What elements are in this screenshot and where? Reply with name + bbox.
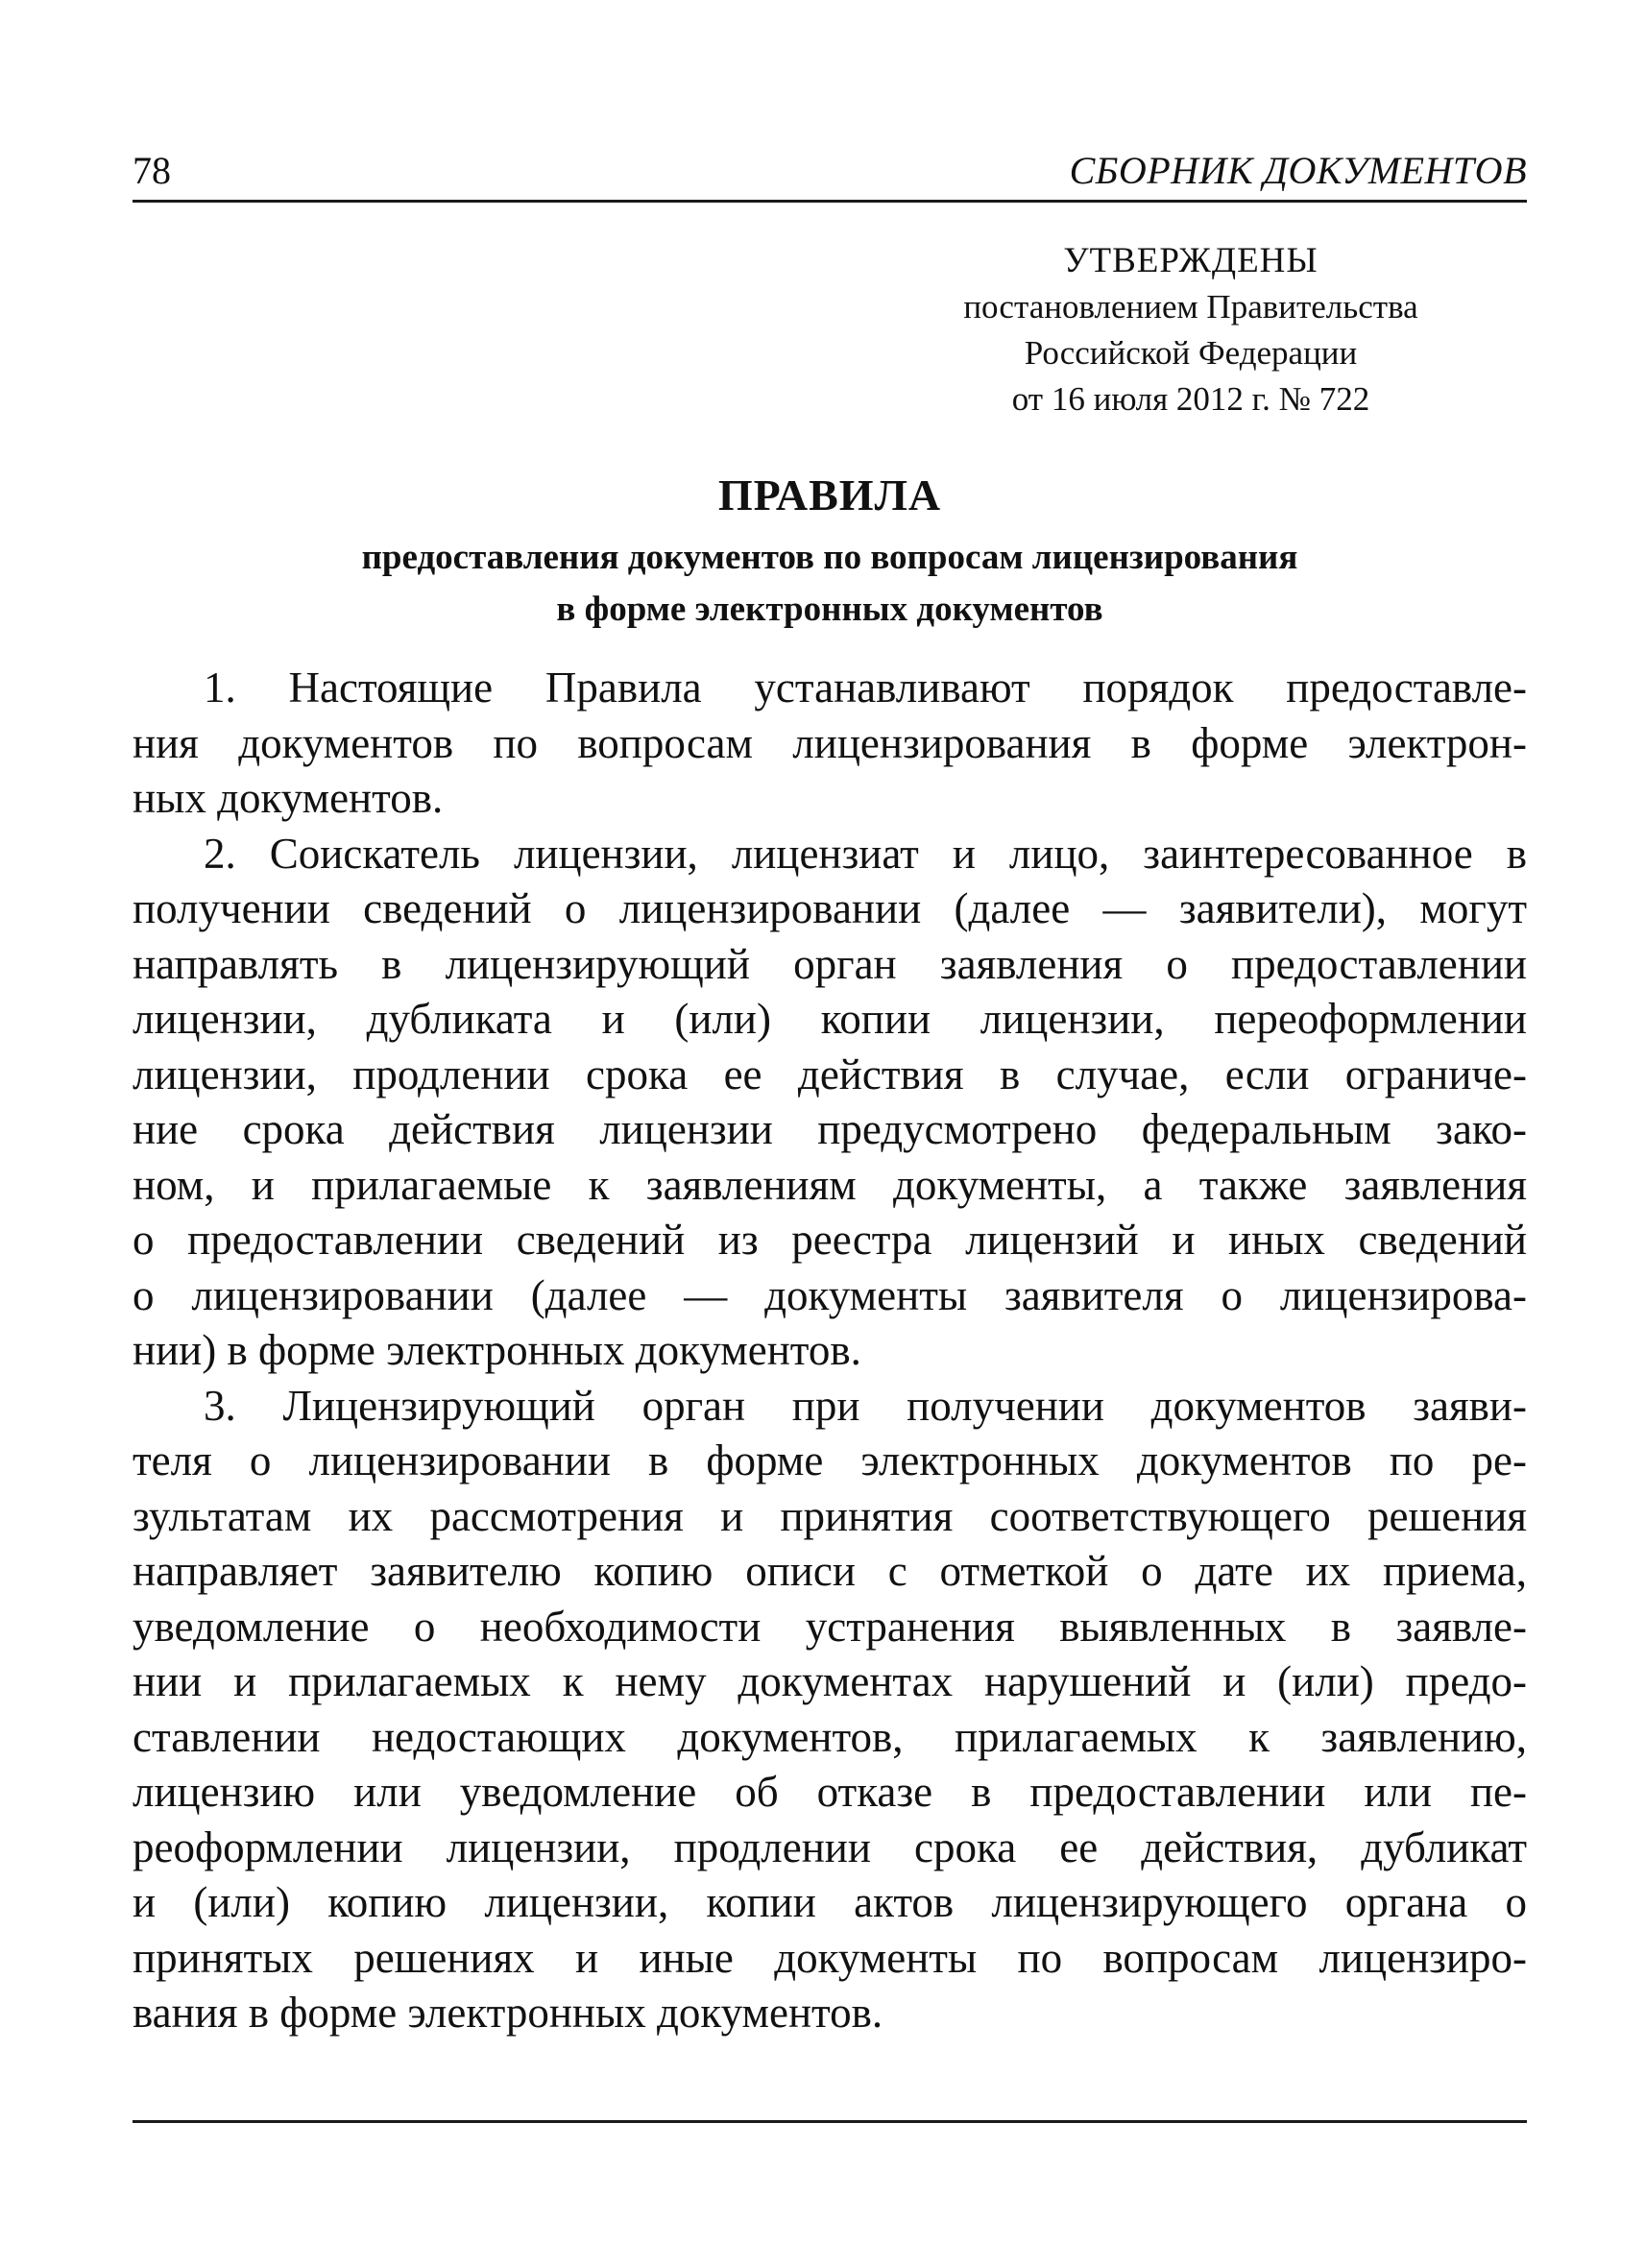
approval-line-1: постановлением Правительства bbox=[963, 288, 1418, 326]
title-main: ПРАВИЛА bbox=[717, 470, 942, 519]
paragraph-2 bbox=[133, 827, 1527, 1379]
paragraph-line: ставлении недостающих документов, прилагаемых к заявлению, bbox=[133, 1712, 1527, 1761]
paragraph-line: 2. Соискатель лицензии, лицензиат и лицо, заинтересованное в bbox=[204, 829, 1527, 878]
paragraph-line: зультатам их рассмотрения и принятия соответствующего решения bbox=[133, 1491, 1527, 1540]
paragraph-1 bbox=[133, 661, 1527, 827]
title-sub-line-2: в форме электронных документов bbox=[556, 590, 1103, 629]
title-sub-line-1: предоставления документов по вопросам лицензирования bbox=[361, 538, 1298, 577]
paragraph-3 bbox=[133, 1379, 1527, 2041]
paragraph-line: 3. Лицензирующий орган при получении документов заяви- bbox=[204, 1381, 1527, 1430]
paragraph-line: уведомление о необходимости устранения выявленных в заявле- bbox=[133, 1602, 1527, 1651]
paragraph-line: лицензии, продлении срока ее действия в случае, если ограниче- bbox=[133, 1050, 1527, 1098]
document-body bbox=[133, 661, 1527, 2041]
paragraph-line: о предоставлении сведений из реестра лицензий и иных сведений bbox=[133, 1216, 1527, 1264]
document-title bbox=[133, 467, 1527, 636]
paragraph-line: и (или) копию лицензии, копии актов лицензирующего органа о bbox=[133, 1878, 1527, 1926]
paragraph-line: ных документов. bbox=[133, 774, 444, 822]
paragraph-line: лицензию или уведомление об отказе в предоставлении или пе- bbox=[133, 1768, 1527, 1816]
paragraph-line: принятых решениях и иные документы по вопросам лицензиро- bbox=[133, 1933, 1527, 1982]
paragraph-line: ния документов по вопросам лицензирования в форме электрон- bbox=[133, 718, 1527, 767]
approval-line-2: Российской Федерации bbox=[1024, 334, 1358, 372]
running-title: СБОРНИК ДОКУМЕНТОВ bbox=[1069, 149, 1527, 192]
approval-block bbox=[864, 238, 1517, 422]
paragraph-line: 1. Настоящие Правила устанавливают порядок предоставле- bbox=[204, 664, 1527, 712]
page-number: 78 bbox=[133, 149, 171, 192]
paragraph-line: нии) в форме электронных документов. bbox=[133, 1326, 861, 1374]
paragraph-line: нии и прилагаемых к нему документах нарушений и (или) предо- bbox=[133, 1657, 1527, 1705]
paragraph-line: получении сведений о лицензировании (далее — заявители), могут bbox=[133, 884, 1527, 932]
paragraph-line: реоформлении лицензии, продлении срока ее действия, дубликат bbox=[133, 1822, 1527, 1871]
paragraph-line: вания в форме электронных документов. bbox=[133, 1989, 883, 2037]
paragraph-line: теля о лицензировании в форме электронных документов по ре- bbox=[133, 1436, 1527, 1484]
paragraph-line: ном, и прилагаемые к заявлениям документы, а также заявления bbox=[133, 1160, 1527, 1209]
paragraph-line: ние срока действия лицензии предусмотрено федеральным зако- bbox=[133, 1105, 1527, 1153]
paragraph-line: о лицензировании (далее — документы заявителя о лицензирова- bbox=[133, 1270, 1527, 1319]
approval-stamp: УТВЕРЖДЕНЫ bbox=[1063, 241, 1318, 280]
paragraph-line: направлять в лицензирующий орган заявления о предоставлении bbox=[133, 939, 1527, 988]
paragraph-line: лицензии, дубликата и (или) копии лицензии, переоформлении bbox=[133, 995, 1527, 1043]
approval-line-3: от 16 июля 2012 г. № 722 bbox=[1011, 380, 1370, 418]
page-header bbox=[133, 142, 1527, 203]
paragraph-line: направляет заявителю копию описи с отметкой о дате их приема, bbox=[133, 1547, 1527, 1595]
footer-rule bbox=[133, 2120, 1527, 2123]
